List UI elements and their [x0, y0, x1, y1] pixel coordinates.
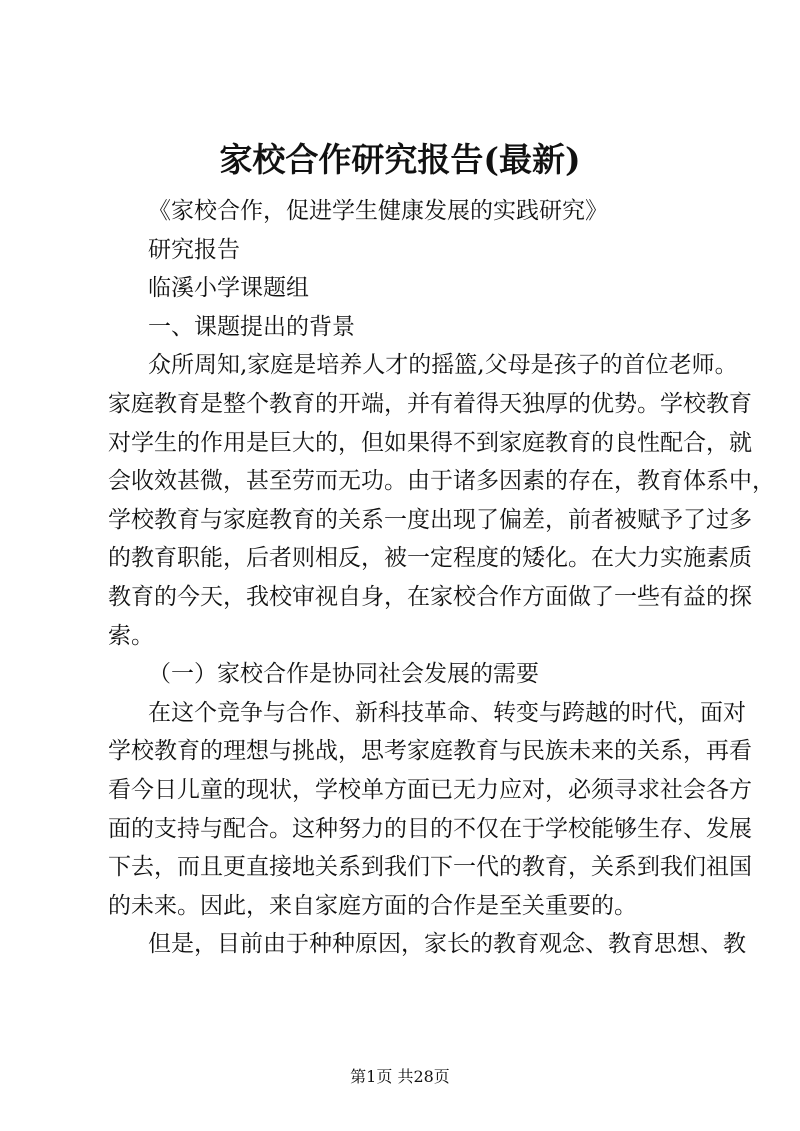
document-title: 家校合作研究报告(最新) [219, 140, 581, 179]
text-line: 下去，而且更直接地关系到我们下一代的教育，关系到我们祖国 [108, 854, 752, 881]
document-body [108, 192, 775, 964]
text-line: 家庭教育是整个教育的开端，并有着得天独厚的优势。学校教育 [108, 390, 752, 417]
text-line: 教育的今天，我校审视自身，在家校合作方面做了一些有益的探 [108, 583, 752, 610]
text-line: 的未来。因此，来自家庭方面的合作是至关重要的。 [108, 892, 637, 919]
text-line: 的教育职能，后者则相反，被一定程度的矮化。在大力实施素质 [108, 545, 752, 572]
page-footer: 第1页 共28页 [350, 1067, 450, 1086]
text-line: 一、课题提出的背景 [148, 313, 355, 340]
text-line: 在这个竞争与合作、新科技革命、转变与跨越的时代，面对 [148, 699, 746, 726]
text-line: 研究报告 [148, 236, 240, 263]
text-line: 学校教育的理想与挑战，思考家庭教育与民族未来的关系，再看 [108, 738, 752, 765]
text-line: （一）家校合作是协同社会发展的需要 [148, 661, 539, 688]
text-line: 会收效甚微，甚至劳而无功。由于诸多因素的存在，教育体系中， [108, 468, 775, 495]
text-line: 但是，目前由于种种原因，家长的教育观念、教育思想、教 [148, 931, 746, 958]
text-line: 面的支持与配合。这种努力的目的不仅在于学校能够生存、发展 [108, 815, 752, 842]
text-line: 《家校合作，促进学生健康发展的实践研究》 [148, 198, 608, 224]
text-line: 众所周知,家庭是培养人才的摇篮,父母是孩子的首位老师。 [148, 352, 738, 379]
text-line: 索。 [108, 622, 154, 649]
text-line: 看今日儿童的现状，学校单方面已无力应对，必须寻求社会各方 [108, 776, 752, 803]
text-line: 学校教育与家庭教育的关系一度出现了偏差，前者被赋予了过多 [108, 506, 752, 533]
text-line: 临溪小学课题组 [148, 275, 309, 302]
text-line: 对学生的作用是巨大的，但如果得不到家庭教育的良性配合，就 [108, 429, 752, 456]
